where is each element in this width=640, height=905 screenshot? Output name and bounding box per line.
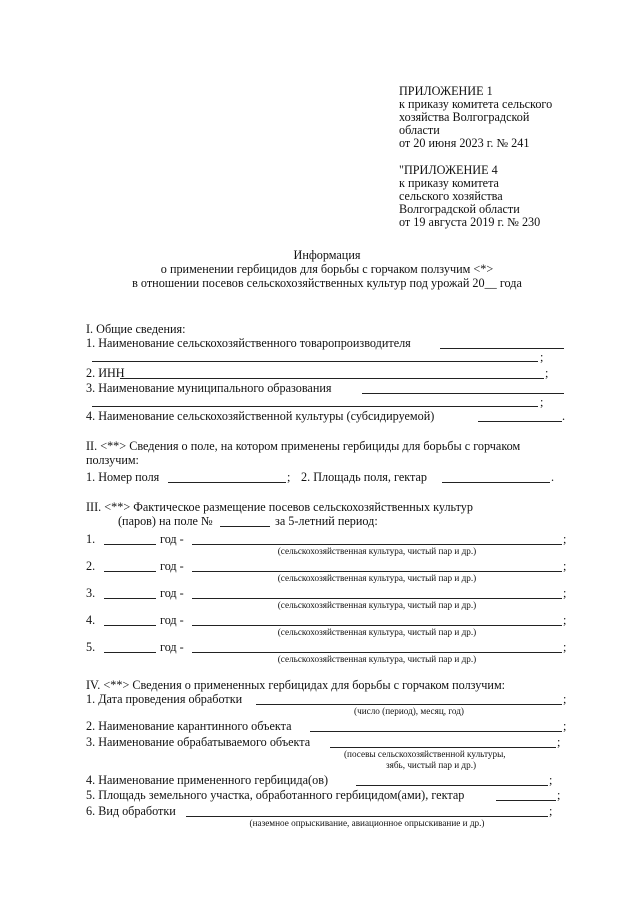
- semicolon: ;: [540, 395, 544, 409]
- object-input[interactable]: [330, 747, 556, 748]
- herbicide-input[interactable]: [356, 785, 548, 786]
- section3-period-label: за 5-летний период:: [275, 514, 378, 528]
- semicolon: ;: [557, 788, 561, 802]
- semicolon: ;: [563, 586, 567, 600]
- crop-input[interactable]: [192, 571, 562, 572]
- period: .: [562, 409, 566, 423]
- year-label: год -: [160, 559, 184, 573]
- appendix4-date: от 19 августа 2019 г. № 230: [399, 215, 541, 229]
- semicolon: ;: [549, 804, 553, 818]
- semicolon: ;: [540, 350, 544, 364]
- crop-input[interactable]: [192, 625, 562, 626]
- field-no-input[interactable]: [220, 526, 270, 527]
- appendix1-title: ПРИЛОЖЕНИЕ 1: [399, 84, 493, 98]
- semicolon: ;: [563, 692, 567, 706]
- appendix4-line: сельского хозяйства: [399, 189, 503, 203]
- year-input[interactable]: [104, 571, 156, 572]
- producer-field[interactable]: [440, 348, 564, 349]
- crop-input[interactable]: [192, 652, 562, 653]
- semicolon: ;: [563, 719, 567, 733]
- semicolon: ;: [287, 470, 291, 484]
- appendix1-date: от 20 июня 2023 г. № 241: [399, 136, 530, 150]
- semicolon: ;: [563, 640, 567, 654]
- inn-label: 2. ИНН: [86, 366, 125, 380]
- crop-input[interactable]: [192, 544, 562, 545]
- year-input[interactable]: [104, 652, 156, 653]
- treatment-date-label: 1. Дата проведения обработки: [86, 692, 243, 706]
- treatment-type-input[interactable]: [186, 816, 548, 817]
- crop-input[interactable]: [192, 598, 562, 599]
- section1-title: I. Общие сведения:: [86, 322, 186, 336]
- semicolon: ;: [563, 613, 567, 627]
- section3-title: III. <**> Фактическое размещение посевов сельскохозяйственных культур: [86, 500, 473, 514]
- section4-title: IV. <**> Сведения о примененных гербицидах для борьбы с горчаком ползучим:: [86, 678, 506, 692]
- row-number: 2.: [86, 559, 96, 573]
- year-input[interactable]: [104, 544, 156, 545]
- crop-label: 4. Наименование сельскохозяйственной культуры (субсидируемой): [86, 409, 435, 423]
- producer-label: 1. Наименование сельскохозяйственного товаропроизводителя: [86, 336, 411, 350]
- row-number: 1.: [86, 532, 96, 546]
- document-title: Информация: [293, 248, 361, 262]
- treatment-type-hint: (наземное опрыскивание, авиационное опрыскивание и др.): [249, 818, 485, 828]
- row-number: 5.: [86, 640, 96, 654]
- crop-hint: (сельскохозяйственная культура, чистый пар и др.): [277, 654, 477, 664]
- year-input[interactable]: [104, 598, 156, 599]
- year-label: год -: [160, 586, 184, 600]
- municipality-label: 3. Наименование муниципального образования: [86, 381, 332, 395]
- appendix4-line: Волгоградской области: [399, 202, 520, 216]
- field-number-input[interactable]: [168, 482, 286, 483]
- semicolon: ;: [549, 773, 553, 787]
- treatment-type-label: 6. Вид обработки: [86, 804, 176, 818]
- herbicide-label: 4. Наименование примененного гербицида(ов): [86, 773, 329, 787]
- appendix1-line: хозяйства Волгоградской: [399, 110, 530, 124]
- document-subtitle: в отношении посевов сельскохозяйственных культур под урожай 20__ года: [132, 276, 522, 290]
- appendix1-line: к приказу комитета сельского: [399, 97, 553, 111]
- year-label: год -: [160, 640, 184, 654]
- period: .: [551, 470, 555, 484]
- object-hint: (посевы сельскохозяйственной культуры,: [344, 749, 506, 759]
- treatment-date-hint: (число (период), месяц, год): [354, 706, 464, 716]
- object-hint-cont: зябь, чистый пар и др.): [386, 760, 477, 770]
- row-number: 3.: [86, 586, 96, 600]
- row-number: 4.: [86, 613, 96, 627]
- quarantine-label: 2. Наименование карантинного объекта: [86, 719, 292, 733]
- producer-field-line2[interactable]: [92, 361, 538, 362]
- area-label: 5. Площадь земельного участка, обработанного гербицидом(ами), гектар: [86, 788, 465, 802]
- object-label: 3. Наименование обрабатываемого объекта: [86, 735, 311, 749]
- appendix1-line: области: [399, 123, 440, 137]
- appendix4-line: к приказу комитета: [399, 176, 499, 190]
- crop-hint: (сельскохозяйственная культура, чистый пар и др.): [277, 573, 477, 583]
- municipality-field[interactable]: [362, 393, 564, 394]
- semicolon: ;: [545, 366, 549, 380]
- crop-hint: (сельскохозяйственная культура, чистый пар и др.): [277, 627, 477, 637]
- semicolon: ;: [563, 559, 567, 573]
- quarantine-input[interactable]: [310, 731, 562, 732]
- crop-hint: (сельскохозяйственная культура, чистый пар и др.): [277, 600, 477, 610]
- section3-title-cont: (паров) на поле №: [118, 514, 213, 528]
- inn-field[interactable]: [120, 378, 544, 379]
- crop-hint: (сельскохозяйственная культура, чистый пар и др.): [277, 546, 477, 556]
- section2-title: II. <**> Сведения о поле, на котором применены гербициды для борьбы с горчаком: [86, 439, 521, 453]
- treatment-date-input[interactable]: [256, 704, 562, 705]
- section2-title-cont: ползучим:: [86, 453, 139, 467]
- crop-field[interactable]: [478, 421, 562, 422]
- year-label: год -: [160, 613, 184, 627]
- municipality-field-line2[interactable]: [92, 406, 538, 407]
- semicolon: ;: [557, 735, 561, 749]
- field-area-label: 2. Площадь поля, гектар: [301, 470, 427, 484]
- field-number-label: 1. Номер поля: [86, 470, 160, 484]
- semicolon: ;: [563, 532, 567, 546]
- year-label: год -: [160, 532, 184, 546]
- area-input[interactable]: [496, 800, 556, 801]
- year-input[interactable]: [104, 625, 156, 626]
- document-subtitle: о применении гербицидов для борьбы с горчаком ползучим <*>: [160, 262, 494, 276]
- field-area-input[interactable]: [442, 482, 550, 483]
- appendix4-title: "ПРИЛОЖЕНИЕ 4: [399, 163, 498, 177]
